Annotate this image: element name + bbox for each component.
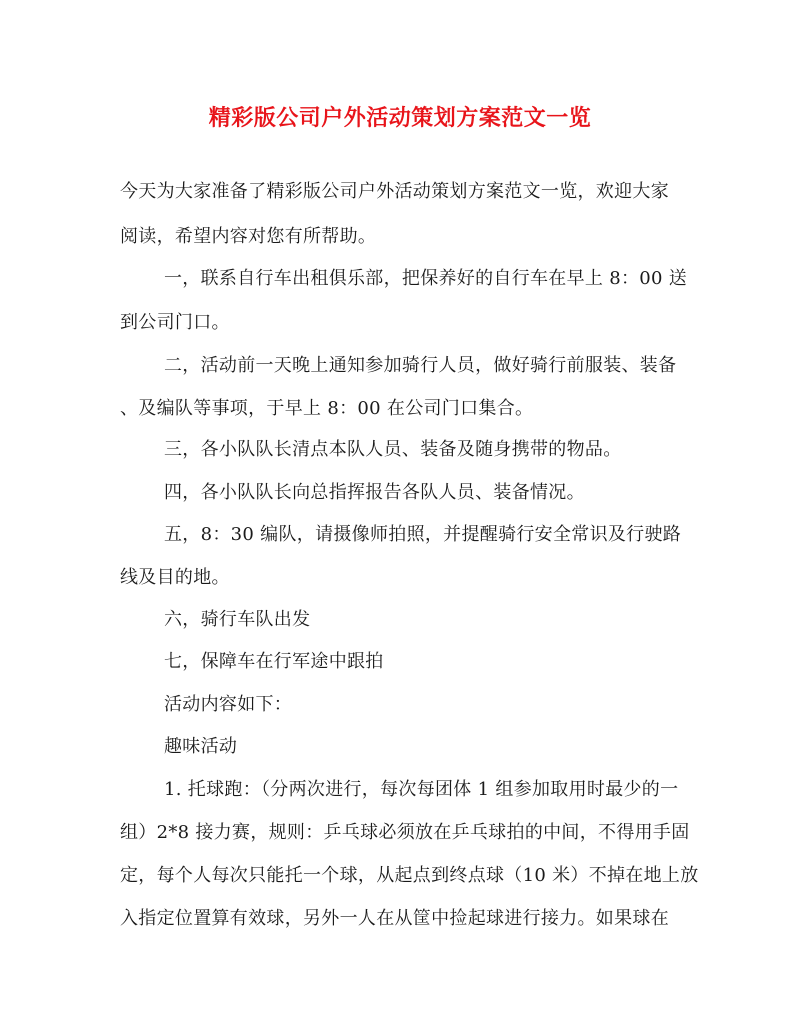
step-4-line: 四，各小队队长向总指挥报告各队人员、装备情况。: [164, 482, 585, 503]
step-1-line-1: 一，联系自行车出租俱乐部，把保养好的自行车在早上 8：00 送: [164, 268, 688, 289]
step-5-line-2: 线及目的地。: [120, 567, 230, 588]
intro-line-2: 阅读，希望内容对您有所帮助。: [120, 226, 377, 247]
step-3-line: 三，各小队队长清点本队人员、装备及随身携带的物品。: [164, 439, 622, 460]
step-1-line-2: 到公司门口。: [120, 312, 230, 333]
document-title: 精彩版公司户外活动策划方案范文一览: [208, 105, 592, 131]
activity-1-line-3: 定，每个人每次只能托一个球，从起点到终点球（10 米）不掉在地上放: [120, 865, 699, 886]
activity-1-line-1: 1. 托球跑：（分两次进行，每次每团体 1 组参加取用时最少的一: [164, 779, 679, 800]
step-2-line-1: 二，活动前一天晚上通知参加骑行人员，做好骑行前服装、装备: [164, 355, 677, 376]
activity-1-line-2: 组）2*8 接力赛，规则：乒乓球必须放在乒乓球拍的中间，不得用手固: [120, 822, 690, 843]
intro-line-1: 今天为大家准备了精彩版公司户外活动策划方案范文一览，欢迎大家: [120, 181, 669, 202]
fun-activity-heading: 趣味活动: [164, 736, 238, 757]
content-heading: 活动内容如下：: [164, 694, 293, 715]
activity-1-line-4: 入指定位置算有效球，另外一人在从筐中捡起球进行接力。如果球在: [120, 908, 669, 929]
step-2-line-2: 、及编队等事项，于早上 8：00 在公司门口集合。: [120, 398, 534, 419]
step-5-line-1: 五，8：30 编队，请摄像师拍照，并提醒骑行安全常识及行驶路: [164, 524, 682, 545]
step-7-line: 七，保障车在行军途中跟拍: [164, 651, 384, 672]
step-6-line: 六，骑行车队出发: [164, 609, 311, 630]
